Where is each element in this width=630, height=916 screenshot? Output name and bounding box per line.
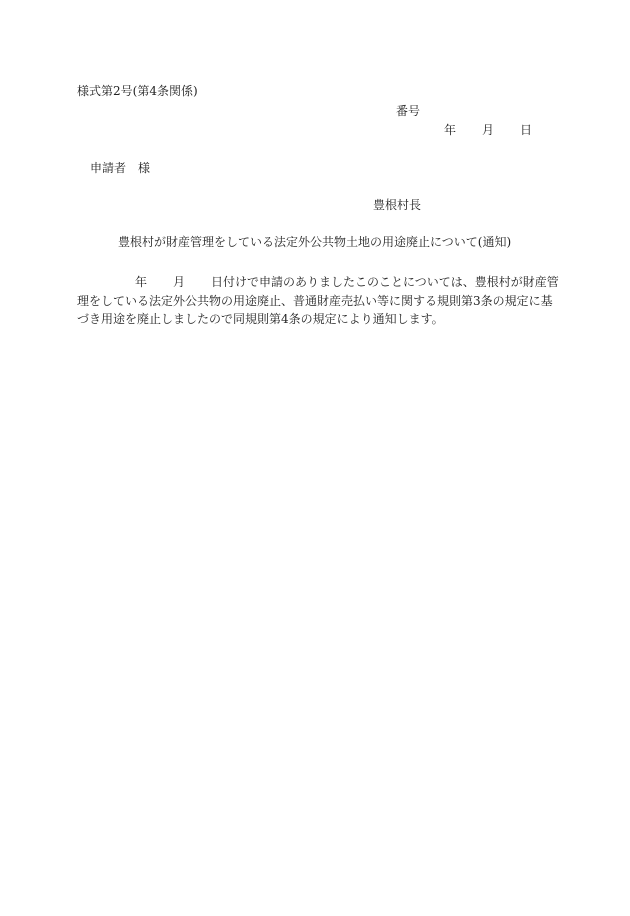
addressee-honorific: 様 [138,161,151,175]
date-year-label: 年 [444,123,457,137]
date-month-label: 月 [482,123,495,137]
document-number-label: 番号 [396,104,421,118]
body-month-label: 月 [173,275,186,289]
addressee [90,161,150,176]
body-line-3: づき用途を廃止しましたので同規則第4条の規定により通知します。 [77,312,444,326]
body-paragraph [77,273,559,329]
form-number-label: 様式第2号(第4条関係) [77,84,198,98]
issuer-name: 豊根村長 [373,198,422,212]
body-line-1 [77,273,559,292]
body-line-1-text: 日付けで申請のありましたこのことについては、豊根村が財産管 [211,275,559,289]
body-year-label: 年 [135,275,148,289]
addressee-label: 申請者 [90,161,127,175]
document-date [444,123,532,138]
body-line-2: 理をしている法定外公共物の用途廃止、普通財産売払い等に関する規則第3条の規定に基 [77,293,553,308]
date-day-label: 日 [520,123,533,137]
document-title: 豊根村が財産管理をしている法定外公共物土地の用途廃止について(通知) [118,235,512,249]
